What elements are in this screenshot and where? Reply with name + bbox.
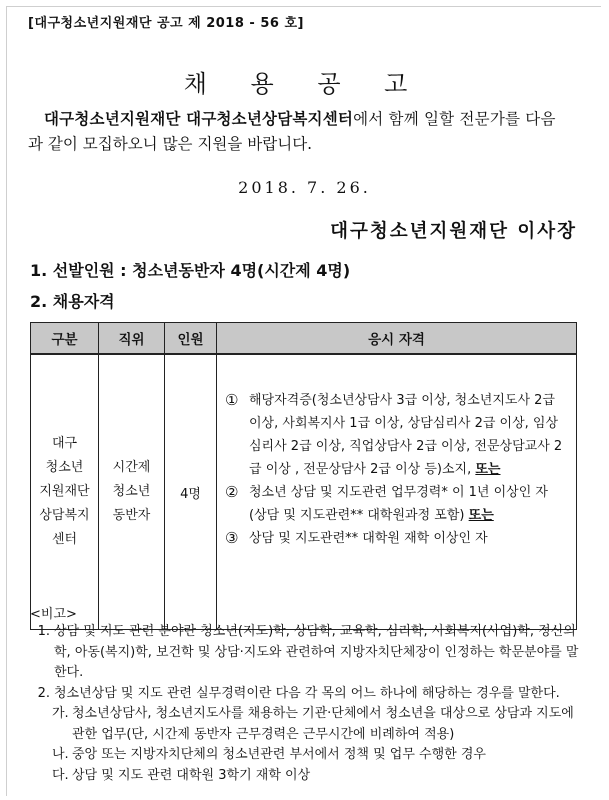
sub-item-text: 중앙 또는 지방자치단체의 청소년관련 부서에서 정책 및 업무 수행한 경우 [72, 747, 486, 762]
note-item [30, 684, 582, 705]
table-row [31, 354, 577, 630]
notes-list [30, 622, 582, 786]
qualification-body: 해당자격증(청소년상담사 3급 이상, 청소년지도사 2급 이상, 사회복지사 1급 이상, 상담심리사 2급 이상, 임상심리사 2급 이상, 직업상담사 2급 이상, 전문상담교사 2급 이상 , 전문상담사 2급 이상 등)소지, [249, 393, 563, 477]
header-position: 직위 [99, 323, 165, 355]
section-1-headcount: 1. 선발인원 : 청소년동반자 4명(시간제 4명) [30, 261, 351, 280]
note-number: 1. [37, 624, 50, 639]
category-line: 청소년 [45, 460, 84, 475]
note-number: 2. [37, 685, 50, 701]
qualification-cell [217, 354, 577, 630]
category-cell [31, 354, 99, 630]
category-line: 대구 [51, 436, 78, 451]
announcement-date: 2018. 7. 26. [238, 178, 371, 197]
sub-item-text: 청소년상담사, 청소년지도사를 채용하는 기관·단체에서 청소년을 대상으로 상담과 지도에 관한 업무(단, 시간제 동반자 근무경력은 근무시간에 비례하여 적용) [72, 706, 574, 742]
issuer: 대구청소년지원재단 이사장 [330, 221, 577, 242]
category-line: 센터 [51, 532, 78, 547]
sub-item-number: 가. [52, 706, 69, 721]
note-sub-item [30, 704, 582, 745]
position-line: 동반자 [112, 508, 151, 523]
qualification-table [30, 322, 577, 630]
qualification-text: 상담 및 지도관련** 대학원 재학 이상인 자 [249, 531, 488, 546]
category-line: 상담복지 [39, 508, 90, 523]
note-sub-item [30, 745, 582, 766]
intro-paragraph [28, 106, 580, 157]
qualification-or: 또는 [475, 462, 501, 477]
qualification-or: 또는 [468, 508, 494, 523]
qualification-number: ③ [225, 529, 239, 547]
qualification-item [225, 389, 568, 481]
qualification-text [249, 389, 568, 481]
document-title: 채 용 공 고 [183, 70, 426, 98]
category-line: 지원재단 [39, 484, 90, 499]
qualification-number: ① [225, 391, 239, 409]
intro-line-1 [28, 106, 580, 132]
note-text: 청소년상담 및 지도 관련 실무경력이란 다음 각 목의 어느 하나에 해당하는 경우를 말한다. [54, 685, 560, 701]
headcount-cell: 4명 [165, 354, 217, 630]
notes-heading: <비고> [30, 607, 77, 622]
qualification-body: 청소년 상담 및 지도관련 업무경력* 이 1년 이상인 자 (상담 및 지도관련** 대학원과정 포함) [249, 485, 548, 523]
sub-item-number: 나. [52, 747, 69, 762]
table-header-row [31, 323, 577, 355]
note-text: 상담 및 지도 관련 분야란 청소년(지도)학, 상담학, 교육학, 심리학, 사회복지(사업)학, 정신의학, 아동(복지)학, 보건학 및 상담·지도와 관련하여 지방자치단체장이 인정하는 학문분야를 말한다. [54, 624, 579, 680]
intro-line-2: 과 같이 모집하오니 많은 지원을 바랍니다. [28, 135, 313, 153]
qualification-item [225, 481, 568, 527]
section-2-qualification: 2. 채용자격 [30, 292, 115, 311]
header-qualification: 응시 자격 [217, 323, 577, 355]
intro-line1-rest: 에서 함께 일할 전문가를 다음 [353, 110, 556, 128]
qualification-text [249, 481, 568, 527]
sub-item-number: 다. [52, 767, 69, 783]
note-item [30, 622, 582, 684]
qualification-number: ② [225, 483, 239, 501]
qualification-item [225, 527, 568, 550]
header-category: 구분 [31, 323, 99, 355]
position-cell [99, 354, 165, 630]
position-line: 청소년 [112, 484, 151, 499]
note-sub-item [30, 766, 582, 787]
intro-lead: 대구청소년지원재단 대구청소년상담복지센터 [44, 109, 354, 128]
sub-item-text: 상담 및 지도 관련 대학원 3학기 재학 이상 [72, 767, 311, 783]
header-headcount: 인원 [165, 323, 217, 355]
position-line: 시간제 [112, 460, 151, 475]
notice-number: [대구청소년지원재단 공고 제 2018 - 56 호] [28, 16, 304, 31]
